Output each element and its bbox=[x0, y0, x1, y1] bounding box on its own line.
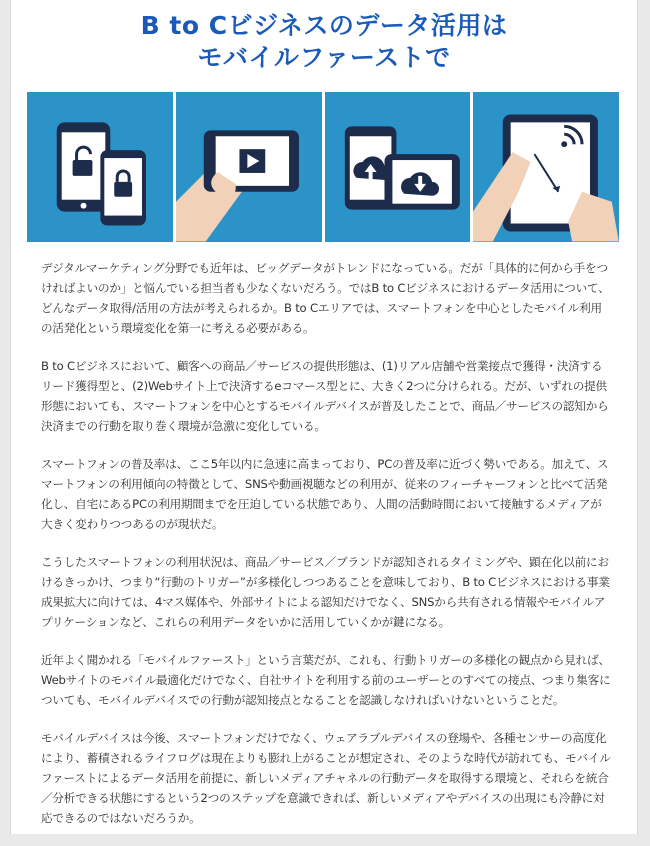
video-phone-hand-icon bbox=[176, 92, 322, 242]
paragraph: B to Cビジネスにおいて、顧客への商品／サービスの提供形態は、(1)リアル店舗や営業接点で獲得・決済するリード獲得型と、(2)Webサイト上で決済するeコマース型とに、大きく2つに分けられる。だが、いずれの提供形態においても、スマートフォンを中心とするモバイルデバイスが普及したことで、商品／サービスの認知から決済までの行動を取り巻く環境が急激に変化している。 bbox=[41, 359, 609, 433]
title-line-2: モバイルファーストで bbox=[197, 43, 451, 72]
article-card bbox=[10, 0, 638, 834]
paragraph: スマートフォンの普及率は、ここ5年以内に急速に高まっており、PCの普及率に近づく勢いである。加えて、スマートフォンの利用傾向の特徴として、SNSや動画視聴などの利用が、従来のフィーチャーフォンと比べて活発化し、自宅にあるPCの利用期間までを圧迫している状態であり、人間の活動時間において接触するメディアが大きく変わりつつあるのが現状だ。 bbox=[41, 457, 609, 531]
hero-illustration bbox=[27, 92, 619, 242]
paragraph: モバイルデバイスは今後、スマートフォンだけでなく、ウェアラブルデバイスの登場や、各種センサーの高度化により、蓄積されるライフログは現在よりも膨れ上がることが想定され、そのような時代が訪れても、モバイルファーストによるデータ活用を前提に、新しいメディアチャネルの行動データを取得する環境と、それらを統合／分析できる状態にするという2つのステップを意識できれば、新しいメディアやデバイスの出現にも冷静に対応できるのではないだろうか。 bbox=[41, 731, 611, 825]
paragraph: デジタルマーケティング分野でも近年は、ビッグデータがトレンドになっている。だが「具体的に何から手をつければよいのか」と悩んでいる担当者も少なくないだろう。ではB to Cビジネスにおけるデータ活用について、どんなデータ取得/活用の方法が考えられるか。B to Cエリアでは、スマートフォンを中心としたモバイル利用の活発化という環境変化を第一に考える必要がある。 bbox=[41, 261, 610, 335]
title-line-1: B to Cビジネスのデータ活用は bbox=[140, 11, 508, 40]
cloud-sync-devices-icon bbox=[325, 92, 471, 242]
padlock-devices-icon bbox=[27, 92, 173, 242]
paragraph: 近年よく聞かれる「モバイルファースト」という言葉だが、これも、行動トリガーの多様化の観点から見れば、Webサイトのモバイル最適化だけでなく、自社サイトを利用する前のユーザーとのすべての接点、つまり集客についても、モバイルデバイスでの行動が認知接点となることを認識しなければいけないということだ。 bbox=[41, 653, 611, 707]
tablet-touch-gesture-icon bbox=[473, 92, 619, 242]
paragraph: こうしたスマートフォンの利用状況は、商品／サービス／ブランドが認知されるタイミングや、顕在化以前におけるきっかけ、つまり“行動のトリガー”が多様化しつつあることを意味しており、B to Cビジネスにおける事業成果拡大に向けては、4マス媒体や、外部サイトによる認知だけでなく、SNSから共有される情報やモバイルアプリケーションなど、これらの利用データをいかに活用していくかが鍵になる。 bbox=[41, 555, 610, 629]
article-body bbox=[41, 258, 613, 846]
article-title bbox=[11, 0, 637, 74]
